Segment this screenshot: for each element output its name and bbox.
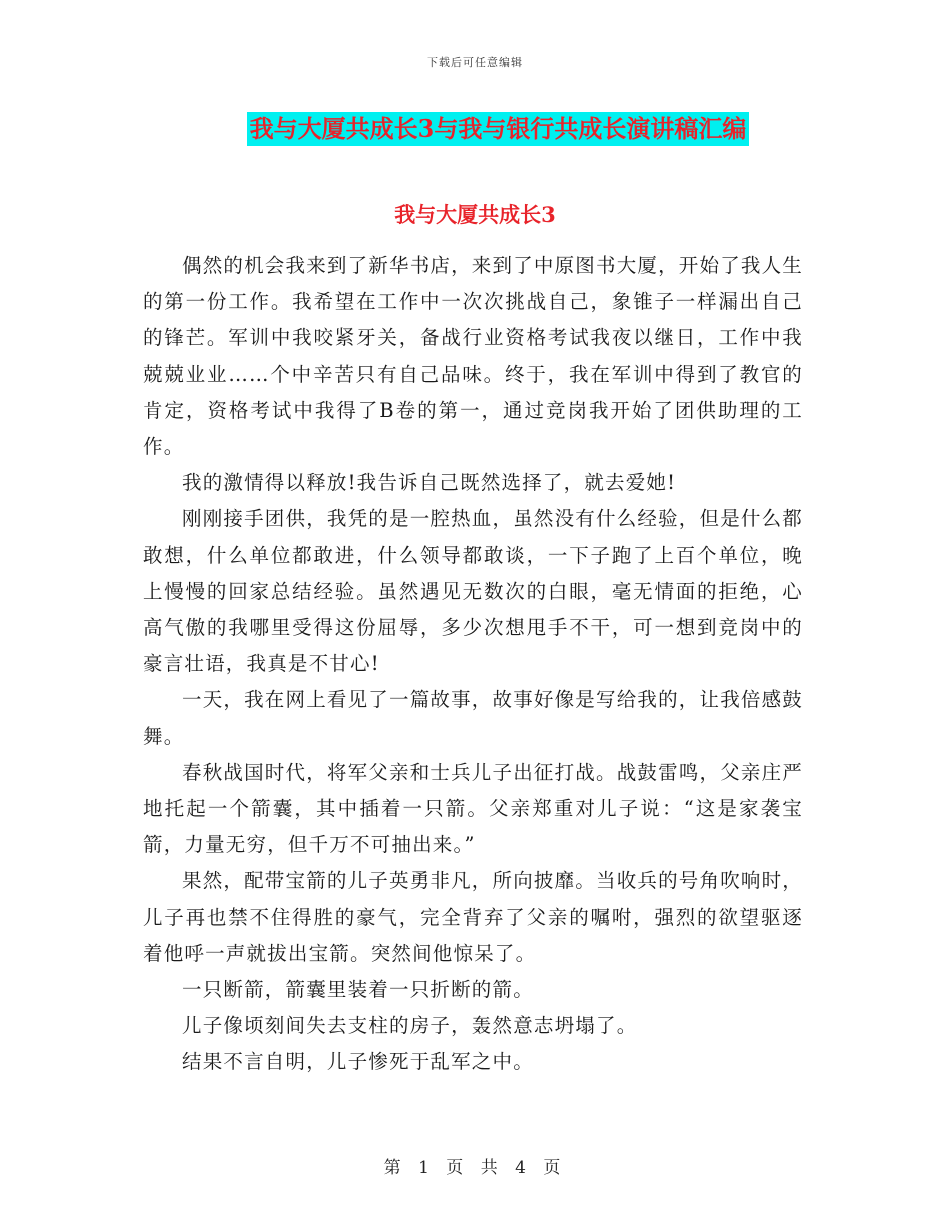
paragraph: 刚刚接手团供，我凭的是一腔热血，虽然没有什么经验，但是什么都敢想，什么单位都敢进，什么领导都敢谈，一下子跑了上百个单位，晚上慢慢的回家总结经验。虽然遇见无数次的白眼，毫无情面的拒绝，心高气傲的我哪里受得这份屈辱，多少次想甩手不干，可一想到竞岗中的豪言壮语，我真是不甘心! [143,507,804,676]
paragraph: 偶然的机会我来到了新华书店，来到了中原图书大厦，开始了我人生的第一份工作。我希望在工作中一次次挑战自己，象锥子一样漏出自己的锋芒。军训中我咬紧牙关，备战行业资格考试我夜以继日，工作中我兢兢业业……个中辛苦只有自己品味。终于，我在军训中得到了教官的肯定，资格考试中我得了B卷的第一，通过竞岗我开始了团供助理的工作。 [143,254,804,459]
main-title-container [0,112,950,146]
page-number: 第 1 页 共 4 页 [383,1158,567,1178]
document-body [143,248,803,1081]
main-title: 我与大厦共成长3与我与银行共成长演讲稿汇编 [247,112,750,146]
page-header-note: 下载后可任意编辑 [427,56,523,69]
paragraph: 一只断箭，箭囊里装着一只折断的箭。 [182,978,534,1002]
paragraph: 我的激情得以释放!我告诉自己既然选择了，就去爱她! [182,471,677,495]
paragraph: 结果不言自明，儿子惨死于乱军之中。 [182,1050,534,1074]
section-title: 我与大厦共成长3 [394,202,556,227]
paragraph: 果然，配带宝箭的儿子英勇非凡，所向披靡。当收兵的号角吹响时，儿子再也禁不住得胜的豪气，完全背弃了父亲的嘱咐，强烈的欲望驱逐着他呼一声就拔出宝箭。突然间他惊呆了。 [143,869,804,965]
paragraph: 春秋战国时代，将军父亲和士兵儿子出征打战。战鼓雷鸣，父亲庄严地托起一个箭囊，其中插着一只箭。父亲郑重对儿子说：“这是家袭宝箭，力量无穷，但千万不可抽出来。” [143,760,804,857]
paragraph: 儿子像顷刻间失去支柱的房子，轰然意志坍塌了。 [182,1014,638,1038]
paragraph: 一天，我在网上看见了一篇故事，故事好像是写给我的，让我倍感鼓舞。 [143,688,804,748]
